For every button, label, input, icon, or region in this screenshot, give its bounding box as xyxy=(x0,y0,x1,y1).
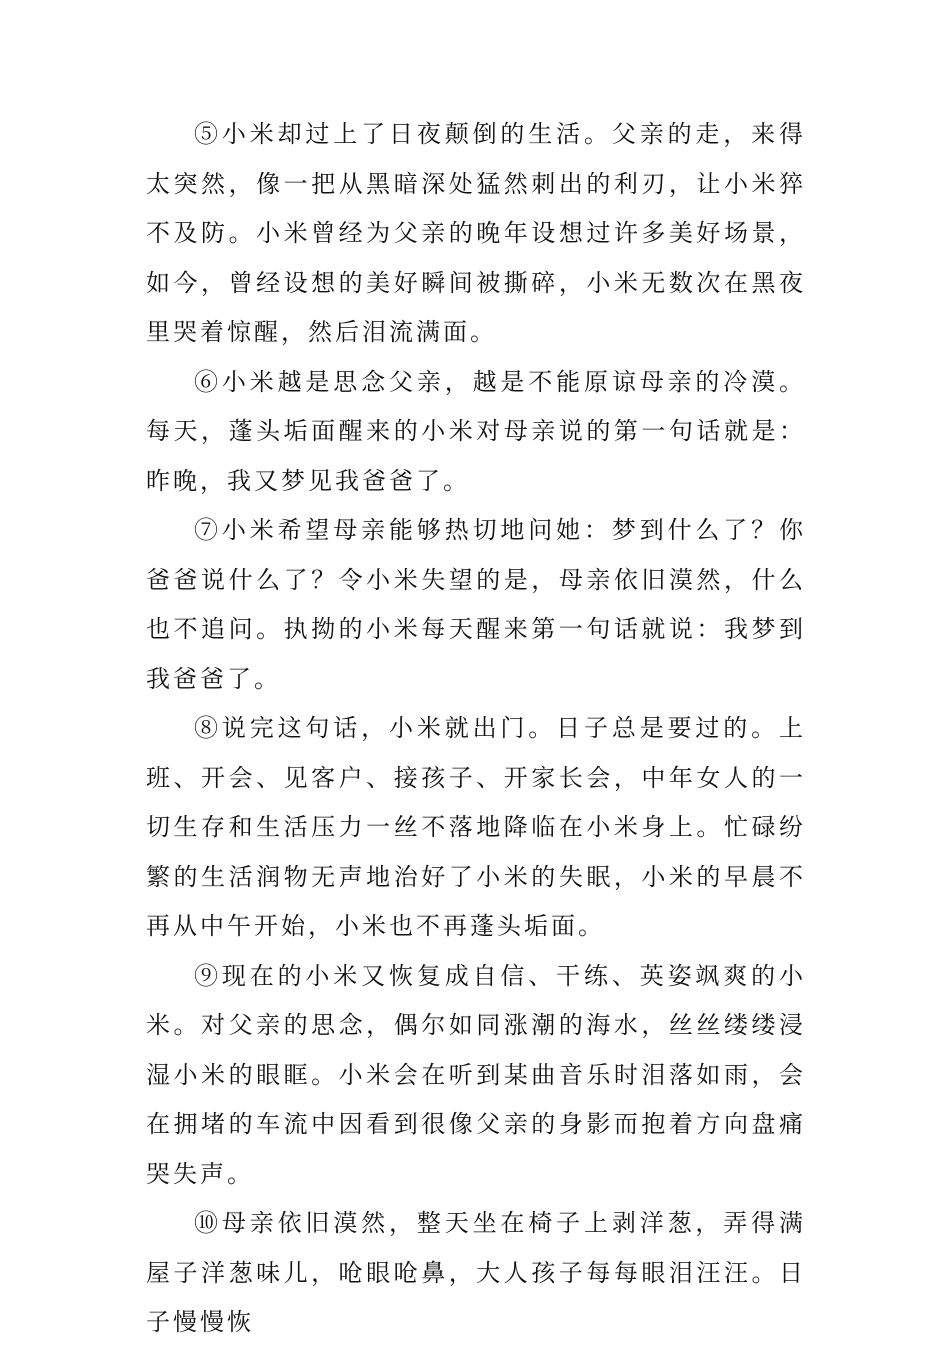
paragraph-10: ⑩母亲依旧漠然，整天坐在椅子上剥洋葱，弄得满屋子洋葱味儿，呛眼呛鼻，大人孩子每每眼泪汪汪。日子慢慢恢 xyxy=(146,1209,806,1336)
paragraph-5: ⑤小米却过上了日夜颠倒的生活。父亲的走，来得太突然，像一把从黑暗深处猛然刺出的利刃，让小米猝不及防。小米曾经为父亲的晚年设想过许多美好场景，如今，曾经设想的美好瞬间被撕碎，小米无数次在黑夜里哭着惊醒，然后泪流满面。 xyxy=(146,120,806,346)
document-page xyxy=(146,110,806,1348)
paragraph-6: ⑥小米越是思念父亲，越是不能原谅母亲的冷漠。每天，蓬头垢面醒来的小米对母亲说的第一句话就是：昨晚，我又梦见我爸爸了。 xyxy=(146,367,806,495)
paragraph-7: ⑦小米希望母亲能够热切地问她：梦到什么了？你爸爸说什么了？令小米失望的是，母亲依旧漠然，什么也不追问。执拗的小米每天醒来第一句话就说：我梦到我爸爸了。 xyxy=(146,516,806,693)
paragraph-9: ⑨现在的小米又恢复成自信、干练、英姿飒爽的小米。对父亲的思念，偶尔如同涨潮的海水，丝丝缕缕浸湿小米的眼眶。小米会在听到某曲音乐时泪落如雨，会在拥堵的车流中因看到很像父亲的身影而抱着方向盘痛哭失声。 xyxy=(146,961,806,1188)
paragraph-8: ⑧说完这句话，小米就出门。日子总是要过的。上班、开会、见客户、接孩子、开家长会，中年女人的一切生存和生活压力一丝不落地降临在小米身上。忙碌纷繁的生活润物无声地治好了小米的失眠，小米的早晨不再从中午开始，小米也不再蓬头垢面。 xyxy=(146,714,806,940)
